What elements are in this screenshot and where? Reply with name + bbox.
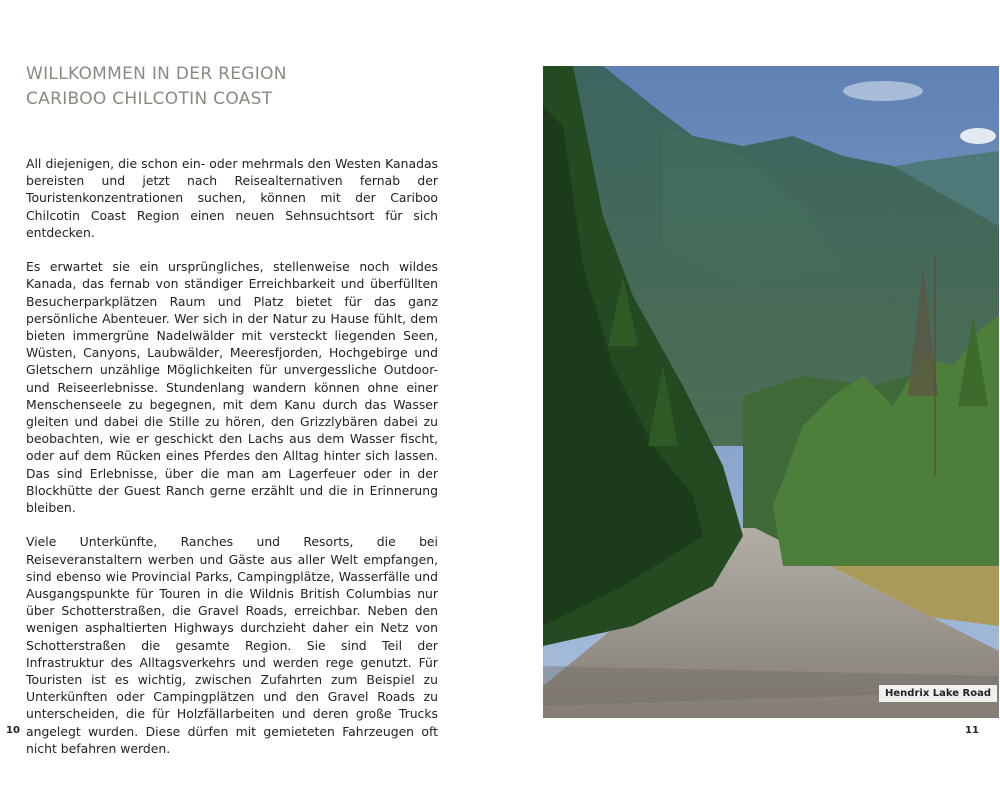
page-heading — [26, 62, 287, 112]
heading-line-2: CARIBOO CHILCOTIN COAST — [26, 89, 273, 109]
forest-road-illustration — [543, 66, 999, 718]
paragraph-3: Viele Unterkünfte, Ranches und Resorts, die bei Reiseveranstaltern werben und Gäste aus aller Welt empfangen, sind ebenso wie Provincial Parks, Campingplätze, Wasserfälle und Ausgangspunkte für Touren in die Wildnis British Columbias nur über Schotterstraßen, die Gravel Roads, erreichbar. Neben den wenigen asphaltierten Highways durchzieht daher ein Netz von Schotterstraßen die gesamte Region. Sie sind Teil der Infrastruktur des Alltagsverkehrs und werden rege genutzt. Für Touristen ist es wichtig, zwischen Zufahrten zum Beispiel zu Unterkünften oder Campingplätzen und den Gravel Roads zu unterscheiden, die für Holzfällarbeiten und deren große Trucks angelegt wurden. Diese dürfen mit gemieteten Fahrzeugen oft nicht befahren werden. — [26, 534, 438, 756]
heading-line-1: WILLKOMMEN IN DER REGION — [26, 64, 287, 84]
landscape-photo — [543, 66, 999, 718]
page-number-right: 11 — [965, 725, 979, 736]
body-text — [26, 155, 438, 774]
paragraph-2: Es erwartet sie ein ursprüngliches, stellenweise noch wildes Kanada, das fernab von ständiger Erreichbarkeit und überfüllten Besucherparkplätzen Raum und Platz bietet für das ganz persönliche Abenteuer. Wer sich in der Natur zu Hause fühlt, dem bieten immergrüne Nadelwälder mit versteckt liegenden Seen, Wüsten, Canyons, Laubwälder, Meeresfjorden, Hochgebirge und Gletschern unzählige Möglichkeiten für unvergessliche Outdoor- und Reiseerlebnisse. Stundenlang wandern können ohne einer Menschenseele zu begegnen, mit dem Kanu durch das Wasser gleiten und dabei die Stille zu hören, den Grizzlybären dabei zu beobachten, wie er geschickt den Lachs aus dem Wasser fischt, oder auf dem Rücken eines Pferdes den Alltag hinter sich lassen. Das sind Erlebnisse, über die man am Lagerfeuer oder in der Blockhütte der Guest Ranch gerne erzählt und die in Erinnerung bleiben. — [26, 259, 438, 516]
paragraph-1: All diejenigen, die schon ein- oder mehrmals den Westen Kanadas bereisten und jetzt nach Reisealternativen fernab der Touristenkonzentrationen suchen, können mit der Cariboo Chilcotin Coast Region einen neuen Sehnsuchtsort für sich entdecken. — [26, 156, 438, 240]
photo-caption: Hendrix Lake Road — [879, 685, 997, 702]
right-page — [500, 0, 1000, 800]
page-number-left: 10 — [6, 725, 20, 736]
